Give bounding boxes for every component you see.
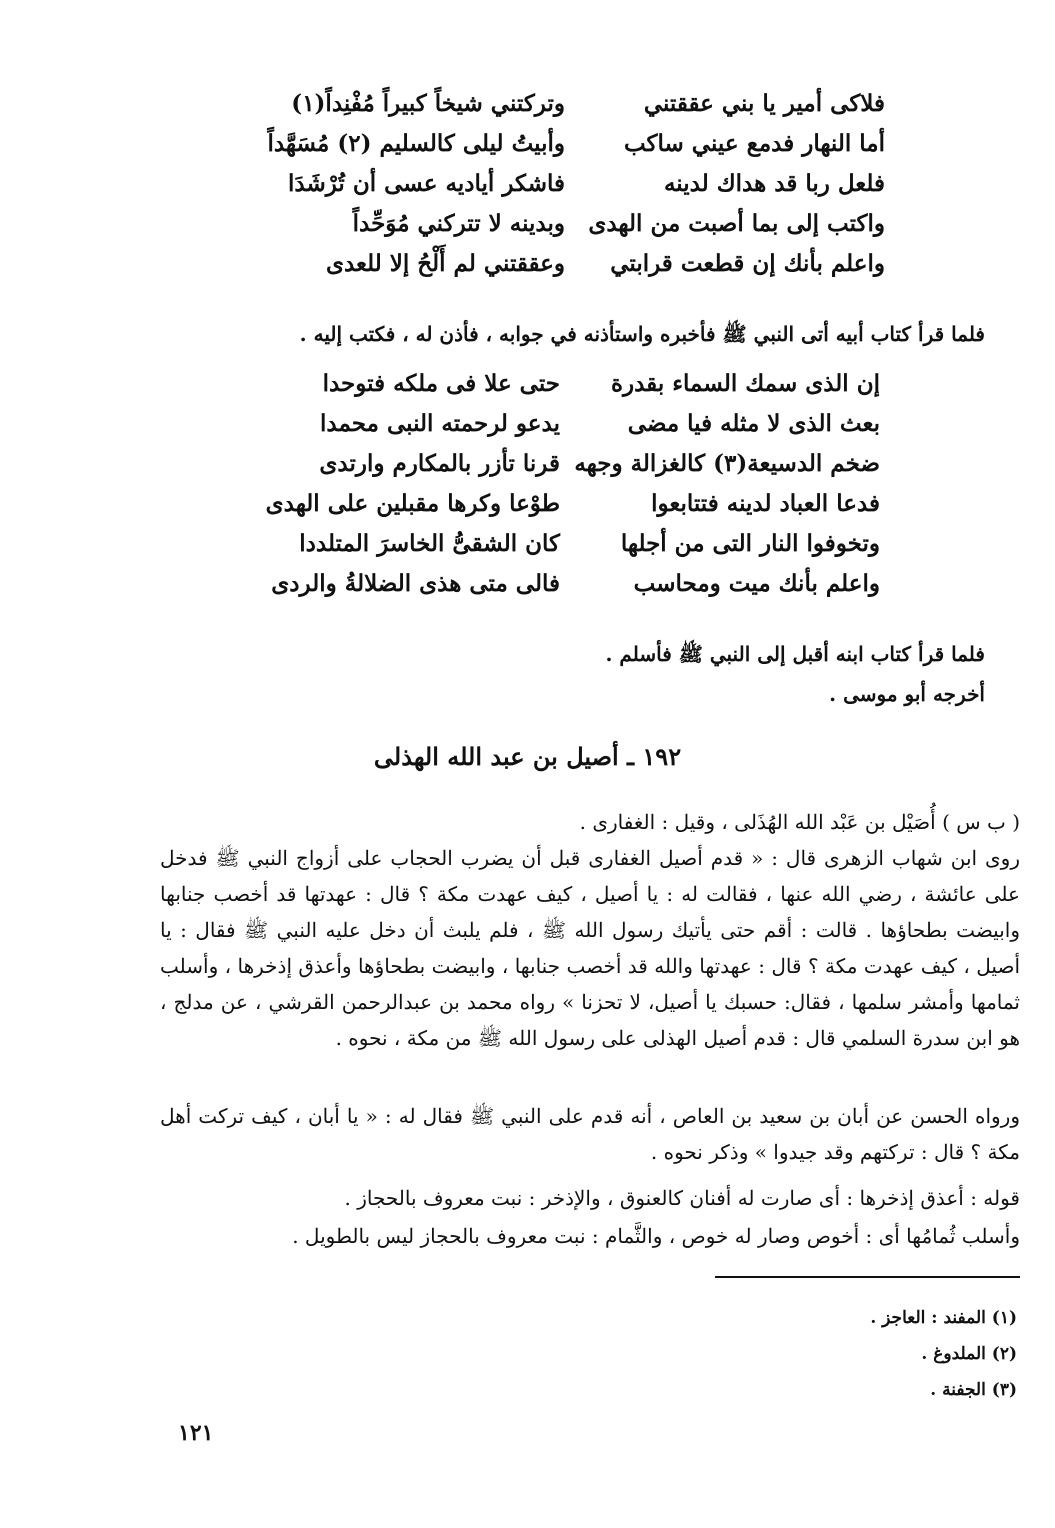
poem-line bbox=[280, 530, 880, 570]
poem-bottom bbox=[265, 370, 880, 610]
poem-line bbox=[285, 90, 885, 130]
footnote-item: (٣) الجفنة . bbox=[930, 1380, 1017, 1400]
poem-hemistich-right: بعث الذى لا مثله فيا مضى bbox=[627, 410, 880, 437]
poem-hemistich-right: فلاكى أمير يا بني عققتني bbox=[643, 90, 885, 117]
closing-line: أخرجه أبو موسى . bbox=[829, 682, 985, 706]
poem-hemistich-left: وتركتني شيخاً كبيراً مُفْنِداً(١) bbox=[291, 90, 565, 117]
intro-prose: فلما قرأ كتاب أبيه أتى النبي ﷺ فأخبره واستأذنه في جوابه ، فأذن له ، فكتب إليه . bbox=[299, 322, 985, 346]
poem-hemistich-left: وبدينه لا تتركني مُوَحِّداً bbox=[352, 210, 565, 237]
poem-hemistich-right: ضخم الدسيعة(٣) كالغزالة وجهه bbox=[574, 450, 880, 477]
poem-hemistich-left: قرنا تأزر بالمكارم وارتدى bbox=[319, 450, 560, 477]
poem-line bbox=[271, 570, 880, 610]
poem-hemistich-left: فالى متى هذى الضلالةُ والردى bbox=[271, 570, 560, 597]
poem-line bbox=[285, 250, 885, 290]
poem-hemistich-right: وتخوفوا النار التى من أجلها bbox=[620, 530, 880, 557]
body-paragraph: قوله : أعذق إذخرها : أى صارت له أفنان كالعنوق ، والإذخر : نبت معروف بالحجاز . bbox=[344, 1186, 1020, 1210]
poem-hemistich-left: وعققتني لم أَلْحُ إلا للعدى bbox=[325, 250, 565, 277]
poem-hemistich-right: فدعا العباد لدينه فتتابعوا bbox=[651, 490, 880, 517]
poem-hemistich-left: حتى علا فى ملكه فتوحدا bbox=[322, 370, 560, 397]
poem-line bbox=[280, 450, 880, 490]
footnotes bbox=[717, 1300, 1017, 1408]
poem-hemistich-right: إن الذى سمك السماء بقدرة bbox=[610, 370, 880, 397]
closing-line: فلما قرأ كتاب ابنه أقبل إلى النبي ﷺ فأسلم . bbox=[605, 642, 985, 666]
body-paragraph: وأسلب ثُمامُها أى : أخوص وصار له خوص ، والثَّمام : نبت معروف بالحجاز ليس بالطويل . bbox=[292, 1224, 1020, 1248]
poem-line bbox=[265, 490, 880, 530]
poem-hemistich-left: فاشكر أياديه عسى أن تُرْشَدَا bbox=[288, 170, 565, 197]
poem-line bbox=[267, 130, 885, 170]
poem-line bbox=[285, 210, 885, 250]
footnote-item: (٢) الملدوغ . bbox=[921, 1344, 1017, 1364]
poem-line bbox=[280, 410, 880, 450]
body-paragraph: ( ب س ) أُصَيْل بن عَبْد الله الهُذَلى ، وقيل : الغفارى . bbox=[579, 810, 1020, 834]
poem-hemistich-left: طوْعا وكرها مقبلين على الهدى bbox=[265, 490, 560, 517]
poem-top bbox=[267, 90, 885, 290]
section-title: ١٩٢ ـ أصيل بن عبد الله الهذلى bbox=[373, 742, 682, 771]
page-number: ١٢١ bbox=[178, 1420, 214, 1446]
body-paragraph: ورواه الحسن عن أبان بن سعيد بن العاص ، أنه قدم على النبي ﷺ فقال له : « يا أبان ، كيف تركت أهل مكة ؟ قال : تركتهم وقد جيدوا » وذكر نحوه . bbox=[160, 1104, 1020, 1164]
footnote-divider bbox=[715, 1276, 1020, 1278]
poem-hemistich-right: واكتب إلى بما أصبت من الهدى bbox=[588, 210, 885, 237]
poem-hemistich-right: فلعل ربا قد هداك لدينه bbox=[663, 170, 885, 197]
poem-hemistich-left: يدعو لرحمته النبى محمدا bbox=[320, 410, 560, 437]
poem-hemistich-right: أما النهار فدمع عيني ساكب bbox=[623, 130, 885, 157]
poem-line bbox=[285, 170, 885, 210]
footnote-item: (١) المفند : العاجز . bbox=[870, 1308, 1017, 1328]
poem-hemistich-left: وأبيتُ ليلى كالسليم (٢) مُسَهَّداً bbox=[267, 130, 565, 157]
poem-hemistich-right: واعلم بأنك إن قطعت قرابتي bbox=[610, 250, 885, 277]
poem-line bbox=[280, 370, 880, 410]
body-paragraph: روى ابن شهاب الزهرى قال : « قدم أصيل الغفارى قبل أن يضرب الحجاب على أزواج النبي ﷺ فدخل على عائشة ، رضي الله عنها ، فقالت له : يا أصيل ، كيف عهدت مكة ؟ قال : عهدتها قد أخصب جنابها وابيضت بطحاؤها . قالت : أقم حتى يأتيك رسول الله ﷺ ، فلم يلبث أن دخل عليه النبي ﷺ فقال : يا أصيل ، كيف عهدت مكة ؟ قال : عهدتها والله قد أخصب جنابها ، وابيضت بطحاؤها وأعذق إذخرها ، وأسلب ثمامها وأمشر سلمها ، فقال: حسبك يا أصيل، لا تحزنا » رواه محمد بن عبدالرحمن القرشي ، عن مدلج ، هو ابن سدرة السلمي قال : قدم أصيل الهذلى على رسول الله ﷺ من مكة ، نحوه . bbox=[160, 846, 1020, 1050]
poem-hemistich-right: واعلم بأنك ميت ومحاسب bbox=[633, 570, 880, 597]
poem-hemistich-left: كان الشقىُّ الخاسرَ المتلددا bbox=[299, 530, 560, 557]
